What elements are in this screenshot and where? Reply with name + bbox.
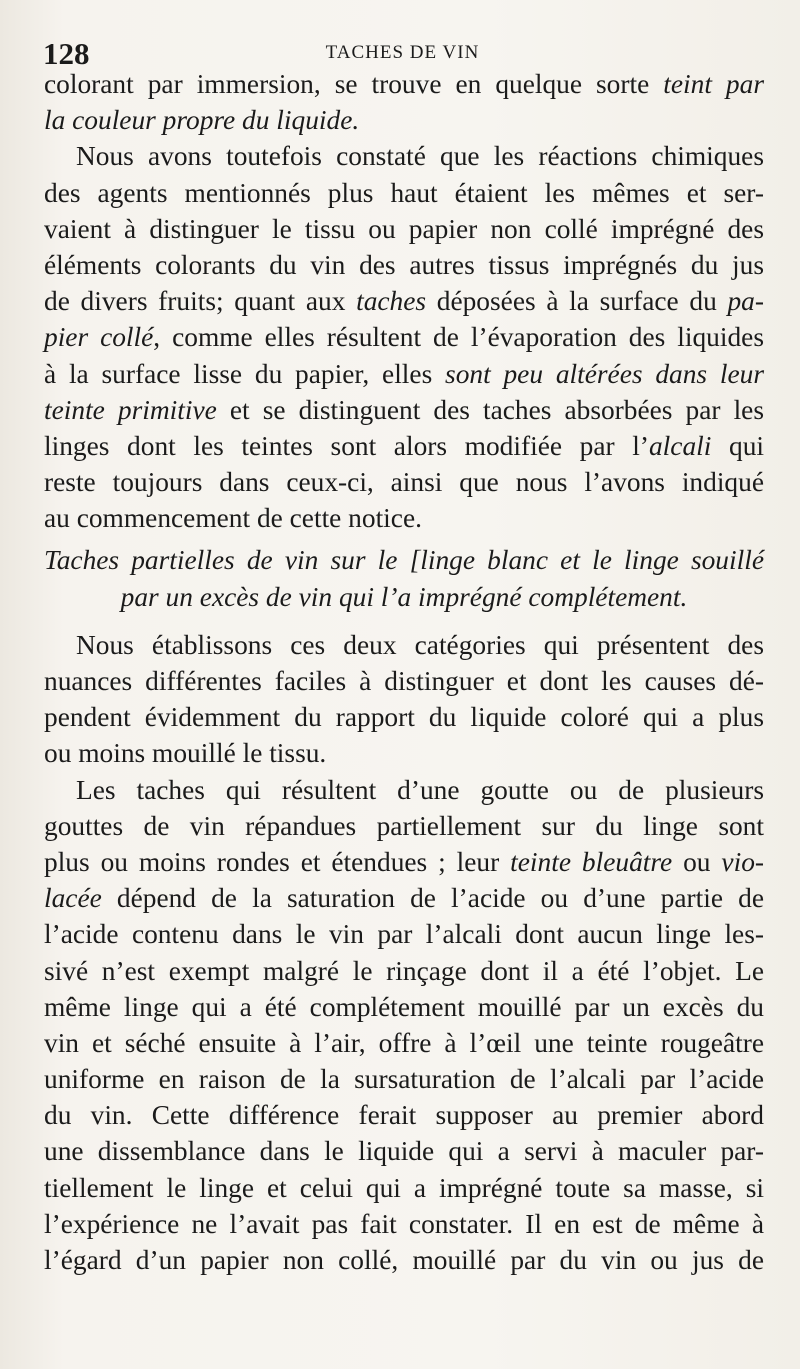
text-line: des agents mentionnés plus haut étaient les mêmes et ser- [44,177,764,208]
text-line: reste toujours dans ceux-ci, ainsi que nous l’avons indiqué [44,467,764,498]
text-line: ou moins mouillé le tissu. [44,738,327,769]
text-line: même linge qui a été complétement mouillé par un excès du [44,991,764,1022]
text-line: plus ou moins rondes et étendues ; leur teinte bleuâtre ou vio- [44,846,765,877]
text-line: vaient à distinguer le tissu ou papier non collé imprégné des [44,213,764,244]
section-subheading [44,542,764,614]
text-line: colorant par immersion, se trouve en quelque sorte teint par [44,69,764,99]
text-line: nuances différentes faciles à distinguer et dont les causes dé- [44,666,764,696]
text-line: l’acide contenu dans le vin par l’alcali dont aucun linge les- [44,919,764,950]
text-line: lacée dépend de la saturation de l’acide ou d’une partie de [44,883,764,914]
page-header [43,32,762,71]
text-line: la couleur propre du liquide. [44,105,360,136]
text-line: teinte primitive et se distinguent des taches absorbées par les [44,394,764,425]
text-line: uniforme en raison de la sursaturation de l’alcali par l’acide [44,1064,764,1095]
text-line: linges dont les teintes sont alors modifiée par l’alcali qui [44,430,764,461]
text-line: à la surface lisse du papier, elles sont peu altérées dans leur [44,358,764,389]
text-line: de divers fruits; quant aux taches déposées à la surface du pa- [44,286,764,317]
page-number: 128 [43,36,90,71]
text-line: une dissemblance dans le liquide qui a servi à maculer par- [44,1136,764,1167]
text-line: Nous établissons ces deux catégories qui présentent des [76,629,764,660]
text-line: pendent évidemment du rapport du liquide coloré qui a plus [44,702,764,733]
running-title: TACHES DE VIN [325,42,480,63]
text-line: vin et séché ensuite à l’air, offre à l’œil une teinte rougeâtre [44,1027,764,1058]
text-line: Nous avons toutefois constaté que les réactions chimiques [76,141,764,172]
text-line: au commencement de cette notice. [44,503,422,534]
text-line: sivé n’est exempt malgré le rinçage dont il a été l’objet. Le [44,955,764,986]
text-line: du vin. Cette différence ferait supposer au premier abord [44,1100,764,1131]
text-line: l’égard d’un papier non collé, mouillé par du vin ou jus de [44,1245,764,1275]
subheading-line: par un excès de vin qui l’a imprégné complétement. [120,581,688,612]
text-line: tiellement le linge et celui qui a imprégné toute sa masse, si [44,1172,764,1203]
text-line: l’expérience ne l’avait pas fait constater. Il en est de même à [44,1208,764,1239]
body-text [44,66,764,1278]
text-line: Les taches qui résultent d’une goutte ou de plusieurs [76,774,764,805]
subheading-line: Taches partielles de vin sur le [linge blanc et le linge souillé [44,545,764,576]
text-line: gouttes de vin répandues partiellement sur du linge sont [44,810,764,841]
text-line: pier collé, comme elles résultent de l’évaporation des liquides [44,322,764,353]
text-line: éléments colorants du vin des autres tissus imprégnés du jus [44,249,764,280]
